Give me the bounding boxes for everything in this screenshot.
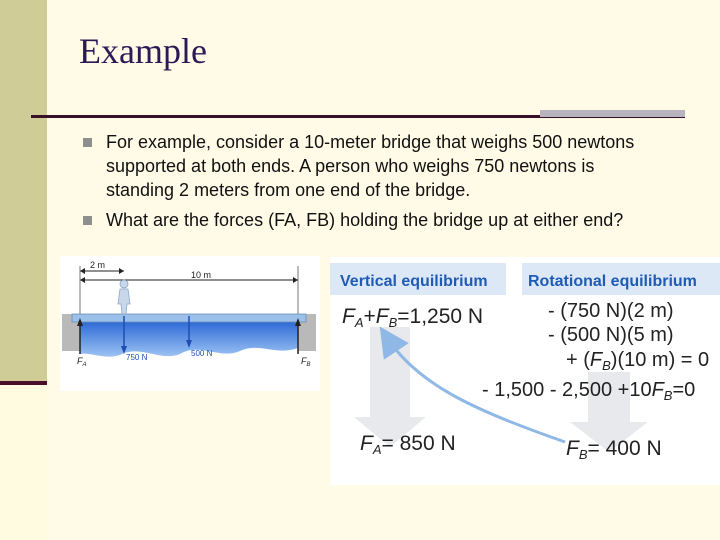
dim-arrow-icon [293, 277, 298, 283]
label-person-weight: 750 N [126, 353, 148, 362]
rotational-line-1: - (750 N)(2 m) [548, 300, 674, 322]
bullet-text: For example, consider a 10-meter bridge that weighs 500 newtons supported at both ends. A person who weighs 750 newtons is standing 2 meters from one end of the bridge. [106, 132, 635, 200]
dim-10m-label: 10 m [191, 270, 212, 280]
dim-arrow-icon [80, 268, 85, 274]
dim-arrow-icon [80, 277, 85, 283]
label-bridge-weight: 500 N [191, 349, 213, 358]
bullet-text: What are the forces (FA, FB) holding the bridge up at either end? [106, 210, 624, 230]
title-divider-accent [540, 110, 685, 117]
label-fb-f: F [301, 356, 307, 366]
sidebar-band [0, 0, 47, 540]
fa-result: FA= 850 N [360, 432, 456, 457]
rotational-line-4: - $1,500 - 2,500 +10F_B=0$ [482, 379, 696, 403]
rotational-line-2: - (500 N)(5 m) [548, 324, 674, 346]
dim-arrow-icon [119, 268, 124, 274]
bullet-item [83, 208, 663, 232]
person-icon [118, 280, 130, 314]
arrow-down-icon [354, 327, 426, 447]
equilibrium-svg [330, 257, 720, 485]
equilibrium-figure [330, 257, 720, 485]
slide-title: Example [79, 31, 207, 71]
label-fb-sub: B [306, 362, 311, 368]
rotational-header: Rotational equilibrium [528, 273, 697, 290]
fb-result: FB= 400 N [566, 437, 662, 462]
bullet-list [83, 130, 663, 238]
bullet-item [83, 130, 663, 202]
bullet-marker-icon [83, 216, 92, 225]
rotational-line-3: + $(F_B)(10$ m) = 0 [566, 349, 710, 373]
label-fa-f: F [77, 356, 83, 366]
dim-2m-label: 2 m [90, 260, 106, 270]
sidebar-band-top [0, 0, 47, 385]
label-fa-sub: A [82, 362, 87, 368]
label-fb [301, 356, 311, 368]
vertical-equation: FA+FB=1,250 N [342, 305, 484, 330]
bridge-diagram-svg [60, 256, 320, 391]
vertical-header: Vertical equilibrium [340, 273, 488, 290]
sidebar-rule [0, 381, 47, 385]
label-fa [77, 356, 87, 368]
bullet-marker-icon [83, 138, 92, 147]
bridge-diagram [60, 256, 320, 391]
